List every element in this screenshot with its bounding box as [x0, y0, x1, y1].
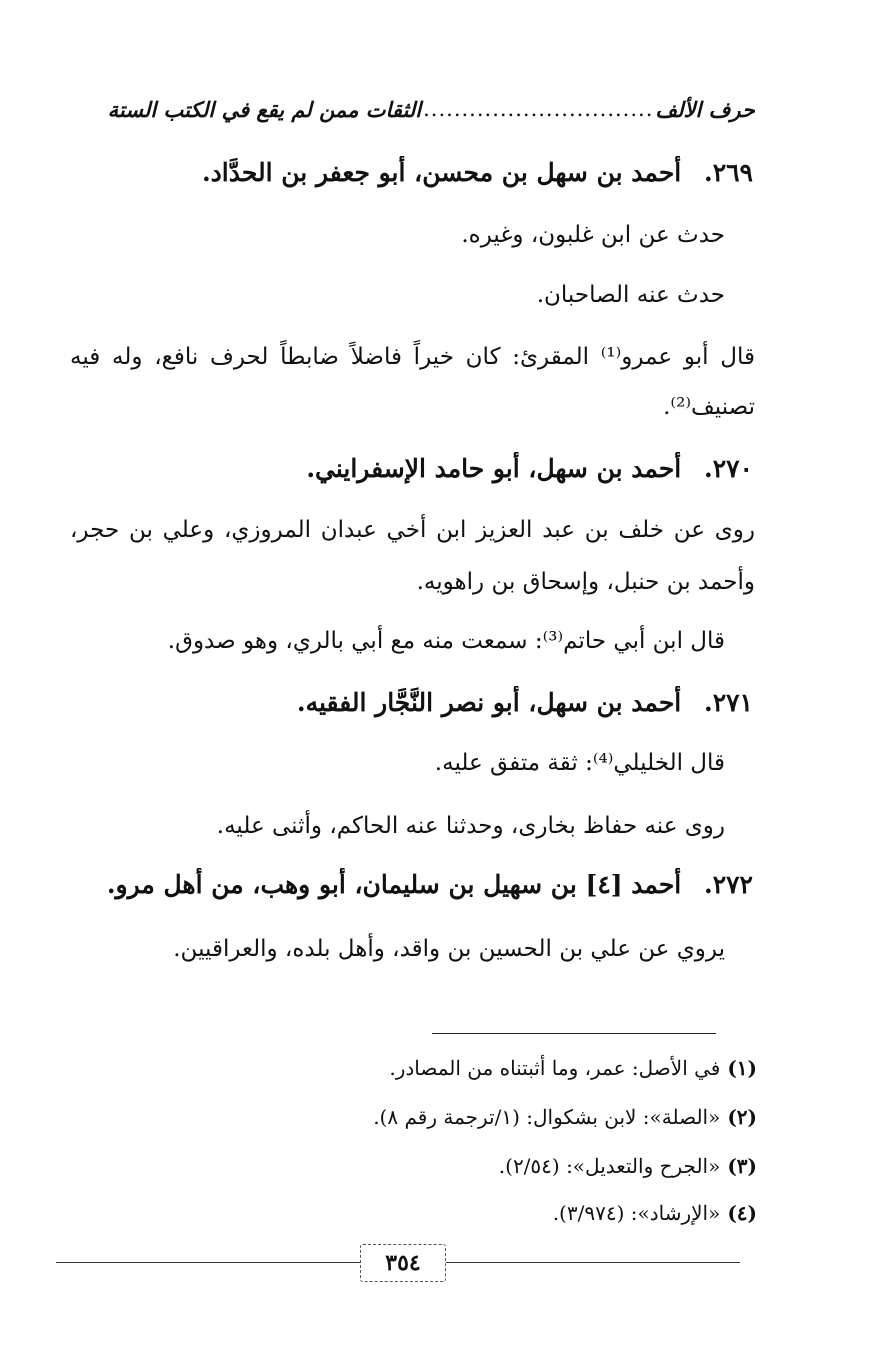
footnote-text: في الأصل: عمر، وما أثبتناه من المصادر. [389, 1056, 721, 1080]
running-header [100, 92, 755, 126]
footnote [200, 1052, 757, 1084]
entry-heading-271 [70, 686, 753, 720]
footnote [200, 1197, 757, 1229]
entry-line: حدث عن ابن غلبون، وغيره. [461, 222, 725, 248]
entry-line: تصنيف⁽²⁾. [663, 394, 755, 420]
footnote-mark: (١) [727, 1056, 757, 1080]
footnote-mark: (٣) [727, 1154, 757, 1178]
chapter-title: حرف الألف [655, 96, 755, 122]
header-leader-dots: .............................. [423, 97, 654, 121]
page-number: ٣٥٤ [360, 1244, 446, 1282]
footnote-text: «الصلة»: لابن بشكوال: (١/ترجمة رقم ٨). [373, 1105, 721, 1129]
entry-title: أحمد بن سهل، أبو نصر النَّجَّار الفقيه. [296, 688, 682, 717]
footnote [200, 1101, 757, 1133]
book-title: الثقات ممن لم يقع في الكتب الستة [107, 96, 422, 122]
footnote-separator [432, 1033, 716, 1034]
entry-title: أحمد [٤] بن سهيل بن سليمان، أبو وهب، من أهل مرو. [106, 870, 682, 899]
footnote-text: «الإرشاد»: (٣/٩٧٤). [552, 1201, 721, 1225]
entry-title: أحمد بن سهل بن محسن، أبو جعفر بن الحدَّاد. [201, 158, 682, 187]
entry-number: ٢٧١. [703, 688, 753, 717]
entry-number: ٢٧٠. [703, 454, 753, 483]
entry-heading-272 [70, 868, 753, 902]
footnote [200, 1150, 757, 1182]
entry-line: وأحمد بن حنبل، وإسحاق بن راهويه. [416, 569, 755, 595]
entry-number: ٢٧٢. [703, 870, 753, 899]
footnote-text: «الجرح والتعديل»: (٢/٥٤). [498, 1154, 721, 1178]
entry-title: أحمد بن سهل، أبو حامد الإسفرايني. [306, 454, 682, 483]
entry-line: قال الخليلي⁽⁴⁾: ثقة متفق عليه. [434, 750, 725, 776]
footnote-mark: (٢) [727, 1105, 757, 1129]
entry-line: قال أبو عمرو⁽¹⁾ المقرئ: كان خيراً فاضلاً ضابطاً لحرف نافع، وله فيه [70, 344, 755, 370]
entry-line: قال ابن أبي حاتم⁽³⁾: سمعت منه مع أبي بالري، وهو صدوق. [167, 628, 725, 654]
entry-line: روى عن خلف بن عبد العزيز ابن أخي عبدان المروزي، وعلي بن حجر، [70, 517, 755, 543]
entry-heading-270 [70, 452, 753, 486]
entry-line: روى عنه حفاظ بخارى، وحدثنا عنه الحاكم، وأثنى عليه. [216, 813, 725, 839]
footnote-mark: (٤) [727, 1201, 757, 1225]
entry-line: يروي عن علي بن الحسين بن واقد، وأهل بلده، والعراقيين. [173, 936, 725, 962]
entry-heading-269 [70, 156, 753, 190]
entry-number: ٢٦٩. [703, 158, 753, 187]
entry-line: حدث عنه الصاحبان. [536, 282, 725, 308]
